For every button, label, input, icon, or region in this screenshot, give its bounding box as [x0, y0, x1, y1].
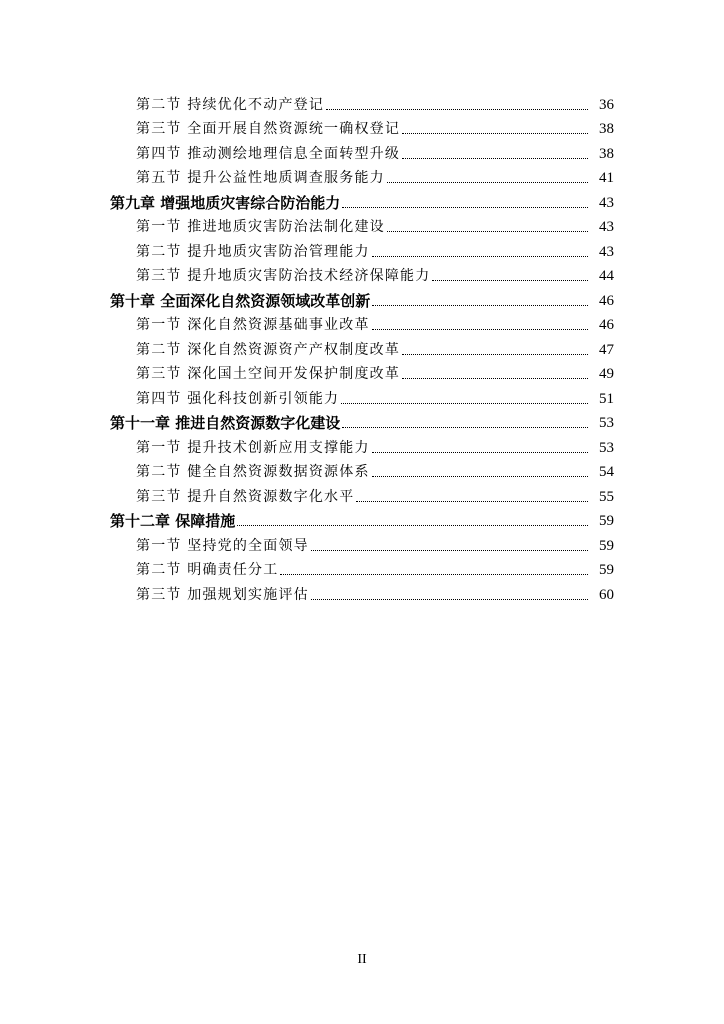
toc-page-number: 55: [599, 488, 614, 505]
toc-dot-leader: [387, 182, 588, 183]
toc-section-entry[interactable]: [0, 482, 724, 507]
toc-chapter-entry[interactable]: [0, 286, 724, 311]
toc-page-number: 53: [599, 415, 614, 431]
toc-dot-leader: [402, 378, 588, 379]
toc-page-number: 59: [599, 537, 614, 554]
toc-dot-leader: [342, 427, 588, 428]
page-number: II: [357, 952, 367, 967]
toc-section-entry[interactable]: [0, 531, 724, 556]
toc-entry-title: 第三节 深化国土空间开发保护制度改革: [136, 366, 401, 382]
toc-chapter-entry[interactable]: [0, 188, 724, 213]
toc-section-entry[interactable]: [0, 433, 724, 458]
toc-dot-leader: [311, 599, 588, 600]
toc-page-number: 54: [599, 464, 614, 480]
toc-page-number: 43: [599, 219, 614, 235]
toc-entry-title: 第九章 增强地质灾害综合防治能力: [110, 193, 341, 212]
table-of-contents: [0, 90, 724, 605]
toc-entry-title: 第十二章 保障措施: [110, 512, 236, 530]
toc-page-number: 46: [599, 292, 614, 309]
toc-entry-title: 第十章 全面深化自然资源领域改革创新: [110, 291, 371, 310]
toc-section-entry[interactable]: [0, 384, 724, 409]
toc-section-entry[interactable]: [0, 115, 724, 140]
toc-section-entry[interactable]: [0, 556, 724, 581]
toc-section-entry[interactable]: [0, 213, 724, 238]
toc-page-number: 51: [599, 390, 614, 407]
toc-dot-leader: [432, 280, 588, 281]
toc-dot-leader: [402, 354, 588, 355]
toc-entry-title: 第一节 深化自然资源基础事业改革: [136, 317, 370, 333]
toc-dot-leader: [372, 452, 588, 453]
toc-section-entry[interactable]: [0, 164, 724, 189]
toc-chapter-entry[interactable]: [0, 409, 724, 434]
toc-page-number: 49: [599, 366, 614, 382]
toc-page-number: 44: [599, 268, 614, 284]
toc-section-entry[interactable]: [0, 580, 724, 605]
toc-entry-title: 第三节 全面开展自然资源统一确权登记: [136, 121, 401, 137]
toc-page-number: 36: [599, 96, 614, 113]
toc-page-number: 53: [599, 439, 614, 456]
toc-page-number: 59: [599, 562, 614, 578]
toc-dot-leader: [326, 109, 588, 110]
toc-dot-leader: [341, 403, 588, 404]
toc-dot-leader: [237, 525, 588, 526]
toc-entry-title: 第二节 明确责任分工: [136, 562, 279, 578]
toc-entry-title: 第二节 提升地质灾害防治管理能力: [136, 243, 370, 260]
toc-page-number: 47: [599, 341, 614, 358]
toc-entry-title: 第二节 健全自然资源数据资源体系: [136, 464, 370, 480]
toc-dot-leader: [280, 574, 588, 575]
toc-dot-leader: [342, 207, 588, 208]
toc-page-number: 59: [599, 513, 614, 529]
toc-dot-leader: [387, 231, 588, 232]
toc-entry-title: 第四节 强化科技创新引领能力: [136, 390, 340, 407]
toc-section-entry[interactable]: [0, 458, 724, 483]
toc-page-number: 46: [599, 317, 614, 333]
toc-entry-title: 第二节 深化自然资源资产产权制度改革: [136, 341, 401, 358]
toc-dot-leader: [311, 550, 588, 551]
toc-entry-title: 第三节 提升地质灾害防治技术经济保障能力: [136, 268, 431, 284]
toc-section-entry[interactable]: [0, 311, 724, 336]
toc-entry-title: 第一节 推进地质灾害防治法制化建设: [136, 219, 385, 235]
toc-page-number: 43: [599, 243, 614, 260]
toc-entry-title: 第十一章 推进自然资源数字化建设: [110, 414, 341, 432]
toc-entry-title: 第四节 推动测绘地理信息全面转型升级: [136, 145, 401, 162]
toc-section-entry[interactable]: [0, 90, 724, 115]
toc-chapter-entry[interactable]: [0, 507, 724, 532]
toc-dot-leader: [372, 476, 588, 477]
toc-entry-title: 第三节 加强规划实施评估: [136, 586, 309, 603]
toc-section-entry[interactable]: [0, 139, 724, 164]
toc-page-number: 41: [599, 170, 614, 186]
toc-page-number: 38: [599, 145, 614, 162]
toc-section-entry[interactable]: [0, 262, 724, 287]
toc-dot-leader: [372, 329, 588, 330]
toc-dot-leader: [356, 501, 588, 502]
toc-page-number: 43: [599, 194, 614, 211]
toc-dot-leader: [372, 256, 588, 257]
toc-entry-title: 第二节 持续优化不动产登记: [136, 96, 325, 113]
toc-entry-title: 第五节 提升公益性地质调查服务能力: [136, 170, 385, 186]
toc-entry-title: 第三节 提升自然资源数字化水平: [136, 488, 355, 505]
toc-section-entry[interactable]: [0, 237, 724, 262]
toc-page-number: 60: [599, 586, 614, 603]
toc-section-entry[interactable]: [0, 360, 724, 385]
toc-entry-title: 第一节 坚持党的全面领导: [136, 537, 309, 554]
toc-entry-title: 第一节 提升技术创新应用支撑能力: [136, 439, 370, 456]
toc-dot-leader: [402, 133, 588, 134]
toc-section-entry[interactable]: [0, 335, 724, 360]
toc-dot-leader: [402, 158, 588, 159]
toc-dot-leader: [372, 305, 588, 306]
toc-page-number: 38: [599, 121, 614, 137]
